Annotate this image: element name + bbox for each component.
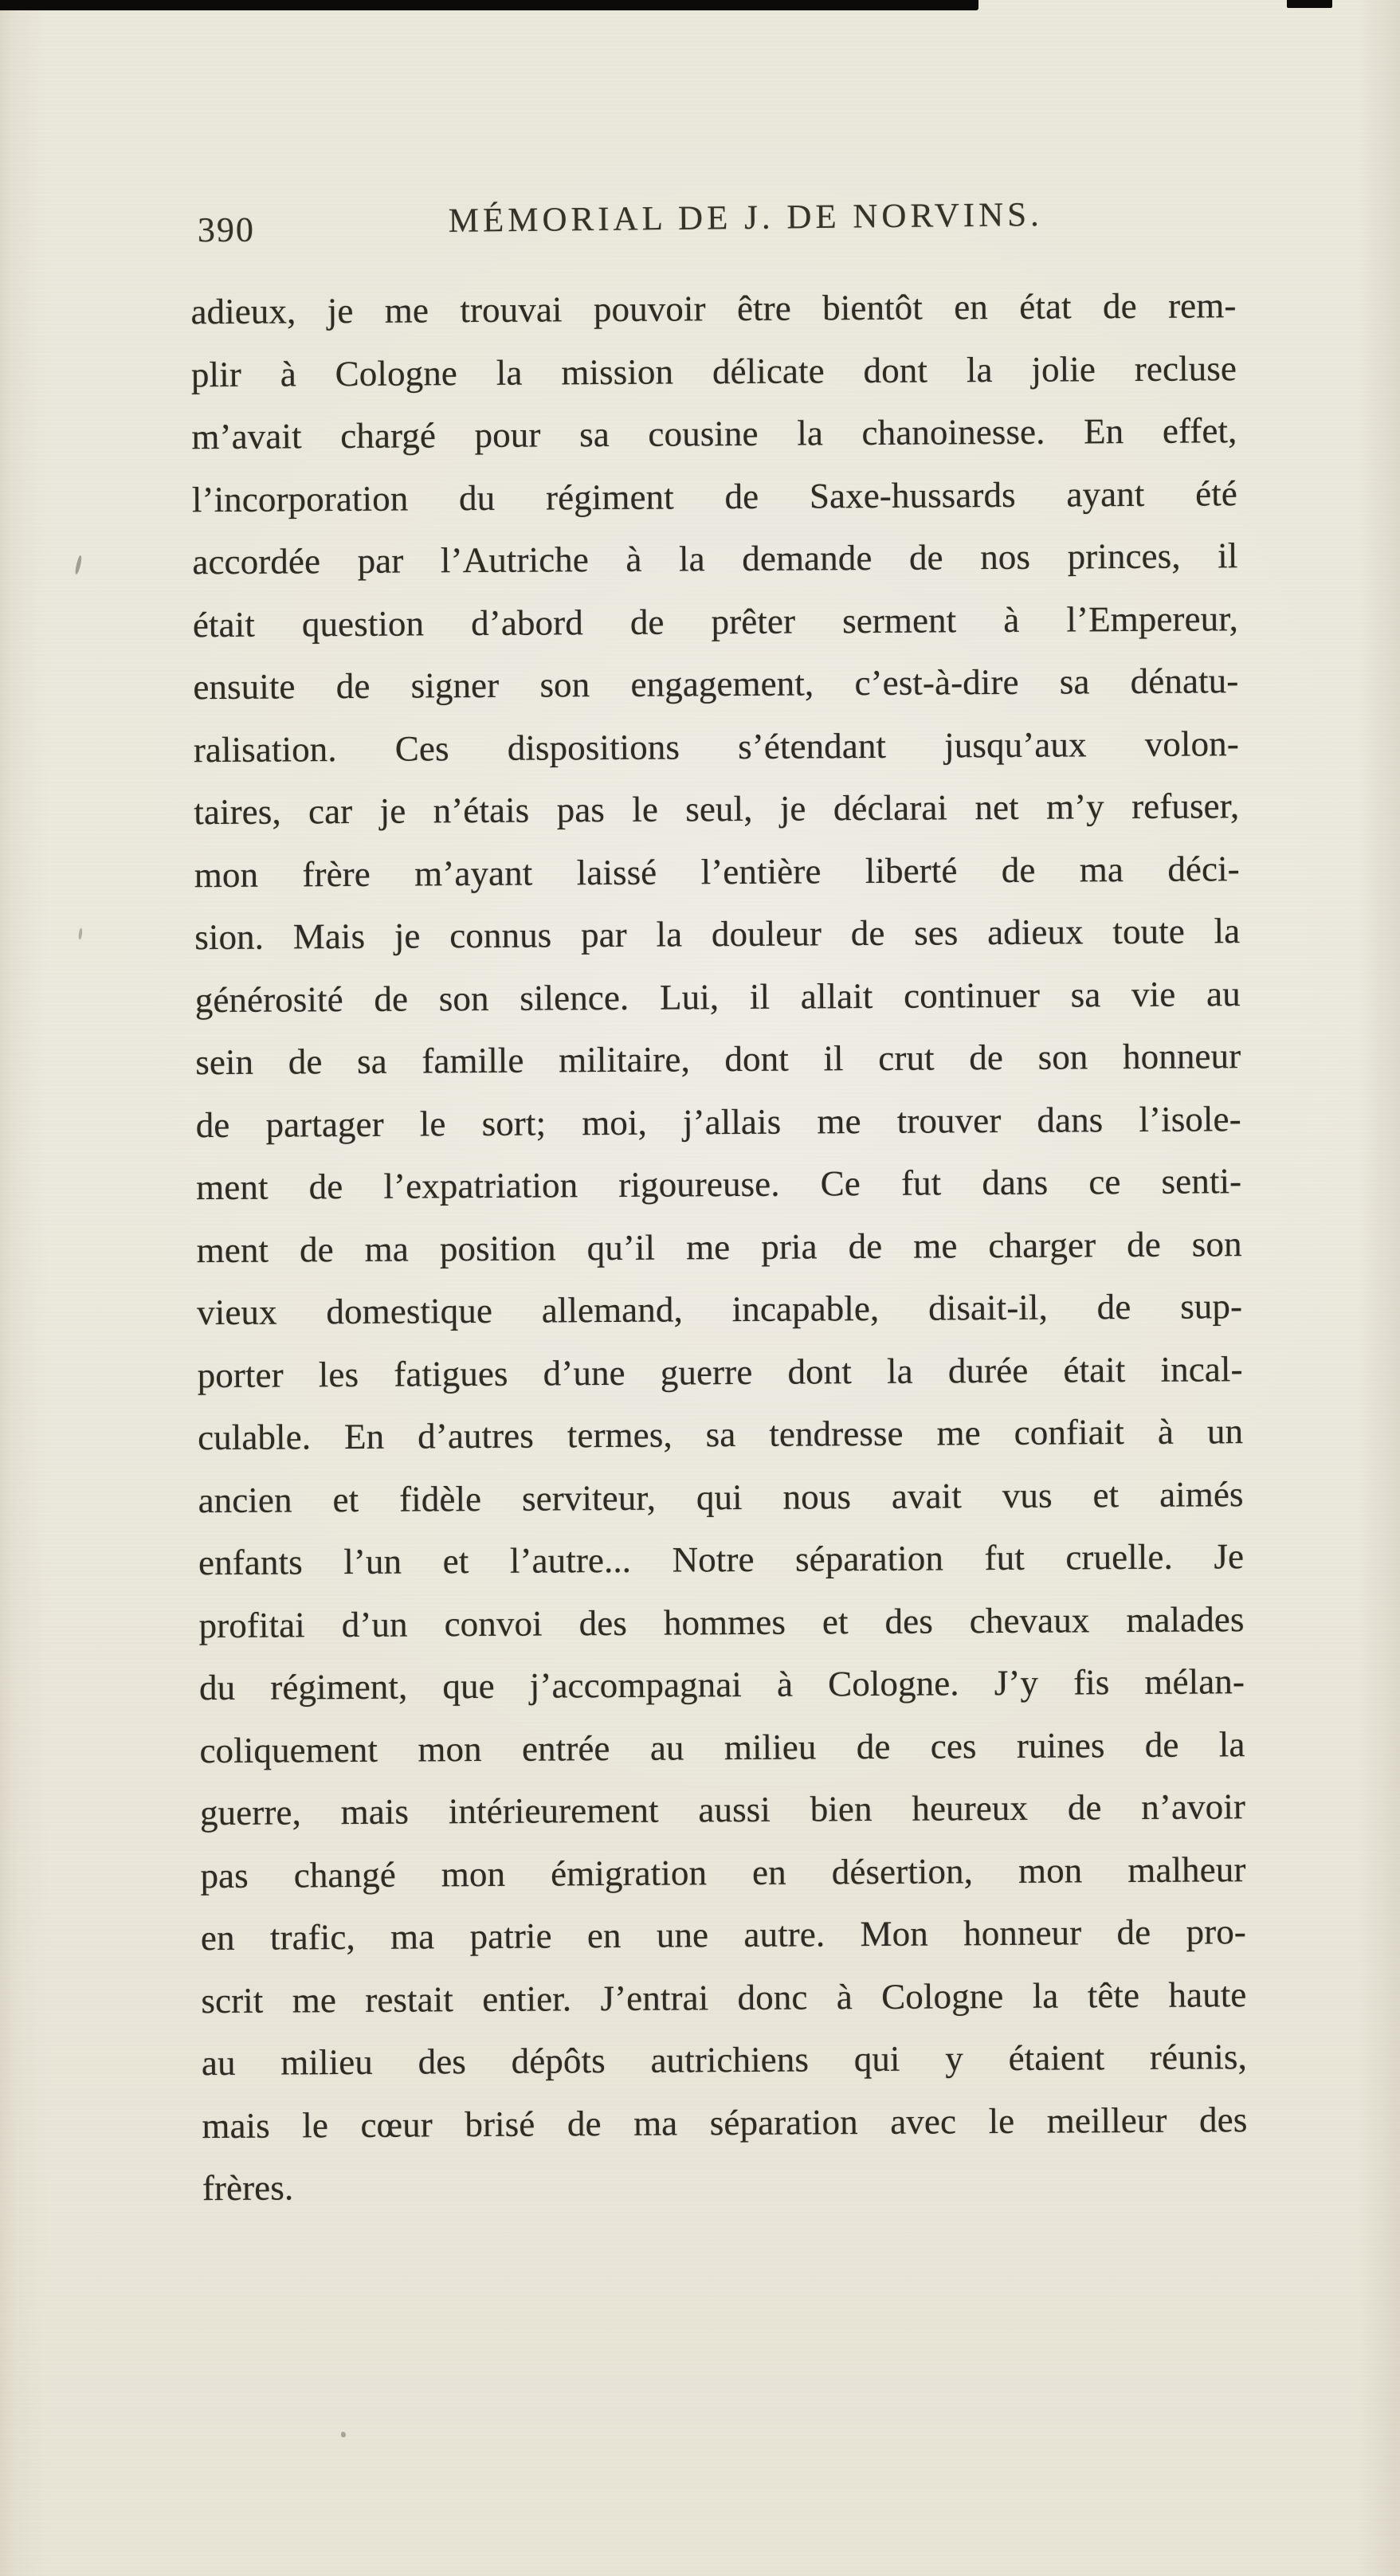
text-line: ment de l’expatriation rigoureuse. Ce fut dans ce senti- bbox=[196, 1161, 1242, 1208]
text-line: pas changé mon émigration en désertion, mon malheur bbox=[200, 1849, 1246, 1896]
text-line: en trafic, ma patrie en une autre. Mon honneur de pro- bbox=[200, 1911, 1247, 1958]
text-line: profitai d’un convoi des hommes et des chevaux malades bbox=[198, 1598, 1245, 1645]
text-line: l’incorporation du régiment de Saxe-hussards ayant été bbox=[191, 472, 1238, 520]
text-line: taires, car je n’étais pas le seul, je déclarai net m’y refuser, bbox=[194, 786, 1240, 833]
text-line: scrit me restait entier. J’entrai donc à Cologne la tête haute bbox=[201, 1974, 1247, 2021]
text-line: frères. bbox=[202, 2167, 294, 2209]
text-line: guerre, mais intérieurement aussi bien heureux de n’avoir bbox=[199, 1786, 1246, 1833]
text-line: mon frère m’ayant laissé l’entière liberté de ma déci- bbox=[194, 848, 1240, 895]
text-line: sion. Mais je connus par la douleur de ses adieux toute la bbox=[194, 911, 1241, 958]
text-line: vieux domestique allemand, incapable, disait-il, de sup- bbox=[197, 1286, 1243, 1333]
text-line: mais le cœur brisé de ma séparation avec le meilleur des bbox=[202, 2099, 1248, 2146]
text-line: générosité de son silence. Lui, il allait continuer sa vie au bbox=[194, 973, 1241, 1020]
text-line: ralisation. Ces dispositions s’étendant jusqu’aux volon- bbox=[193, 723, 1239, 770]
text-line: porter les fatigues d’une guerre dont la durée était incal- bbox=[197, 1348, 1243, 1395]
text-line: adieux, je me trouvai pouvoir être bientôt en état de rem- bbox=[190, 285, 1237, 332]
text-line: au milieu des dépôts autrichiens qui y étaient réunis, bbox=[201, 2037, 1248, 2084]
page-header bbox=[0, 194, 1395, 254]
text-line: plir à Cologne la mission délicate dont la jolie recluse bbox=[190, 347, 1237, 394]
text-line: enfants l’un et l’autre... Notre séparation fut cruelle. Je bbox=[198, 1536, 1245, 1583]
text-line: accordée par l’Autriche à la demande de nos princes, il bbox=[192, 535, 1238, 582]
text-line: ment de ma position qu’il me pria de me charger de son bbox=[196, 1223, 1242, 1270]
text-line: coliquement mon entrée au milieu de ces ruines de la bbox=[199, 1723, 1245, 1770]
text-line: ensuite de signer son engagement, c’est-à-dire sa dénatu- bbox=[193, 661, 1239, 708]
running-title: MÉMORIAL DE J. DE NORVINS. bbox=[448, 196, 1043, 240]
text-line: était question d’abord de prêter serment à l’Empereur, bbox=[192, 598, 1239, 645]
text-line: ancien et fidèle serviteur, qui nous avait vus et aimés bbox=[198, 1473, 1244, 1520]
text-line: du régiment, que j’accompagnai à Cologne. J’y fis mélan- bbox=[198, 1661, 1245, 1708]
scan-speck bbox=[341, 2432, 346, 2437]
text-line: sein de sa famille militaire, dont il crut de son honneur bbox=[195, 1036, 1241, 1083]
text-line: culable. En d’autres termes, sa tendresse me confiait à un bbox=[197, 1411, 1244, 1458]
body-text bbox=[190, 274, 1248, 2219]
text-line: m’avait chargé pour sa cousine la chanoinesse. En effet, bbox=[191, 410, 1237, 457]
text-line: de partager le sort; moi, j’allais me trouver dans l’isole- bbox=[195, 1098, 1241, 1145]
page-number: 390 bbox=[197, 210, 256, 250]
